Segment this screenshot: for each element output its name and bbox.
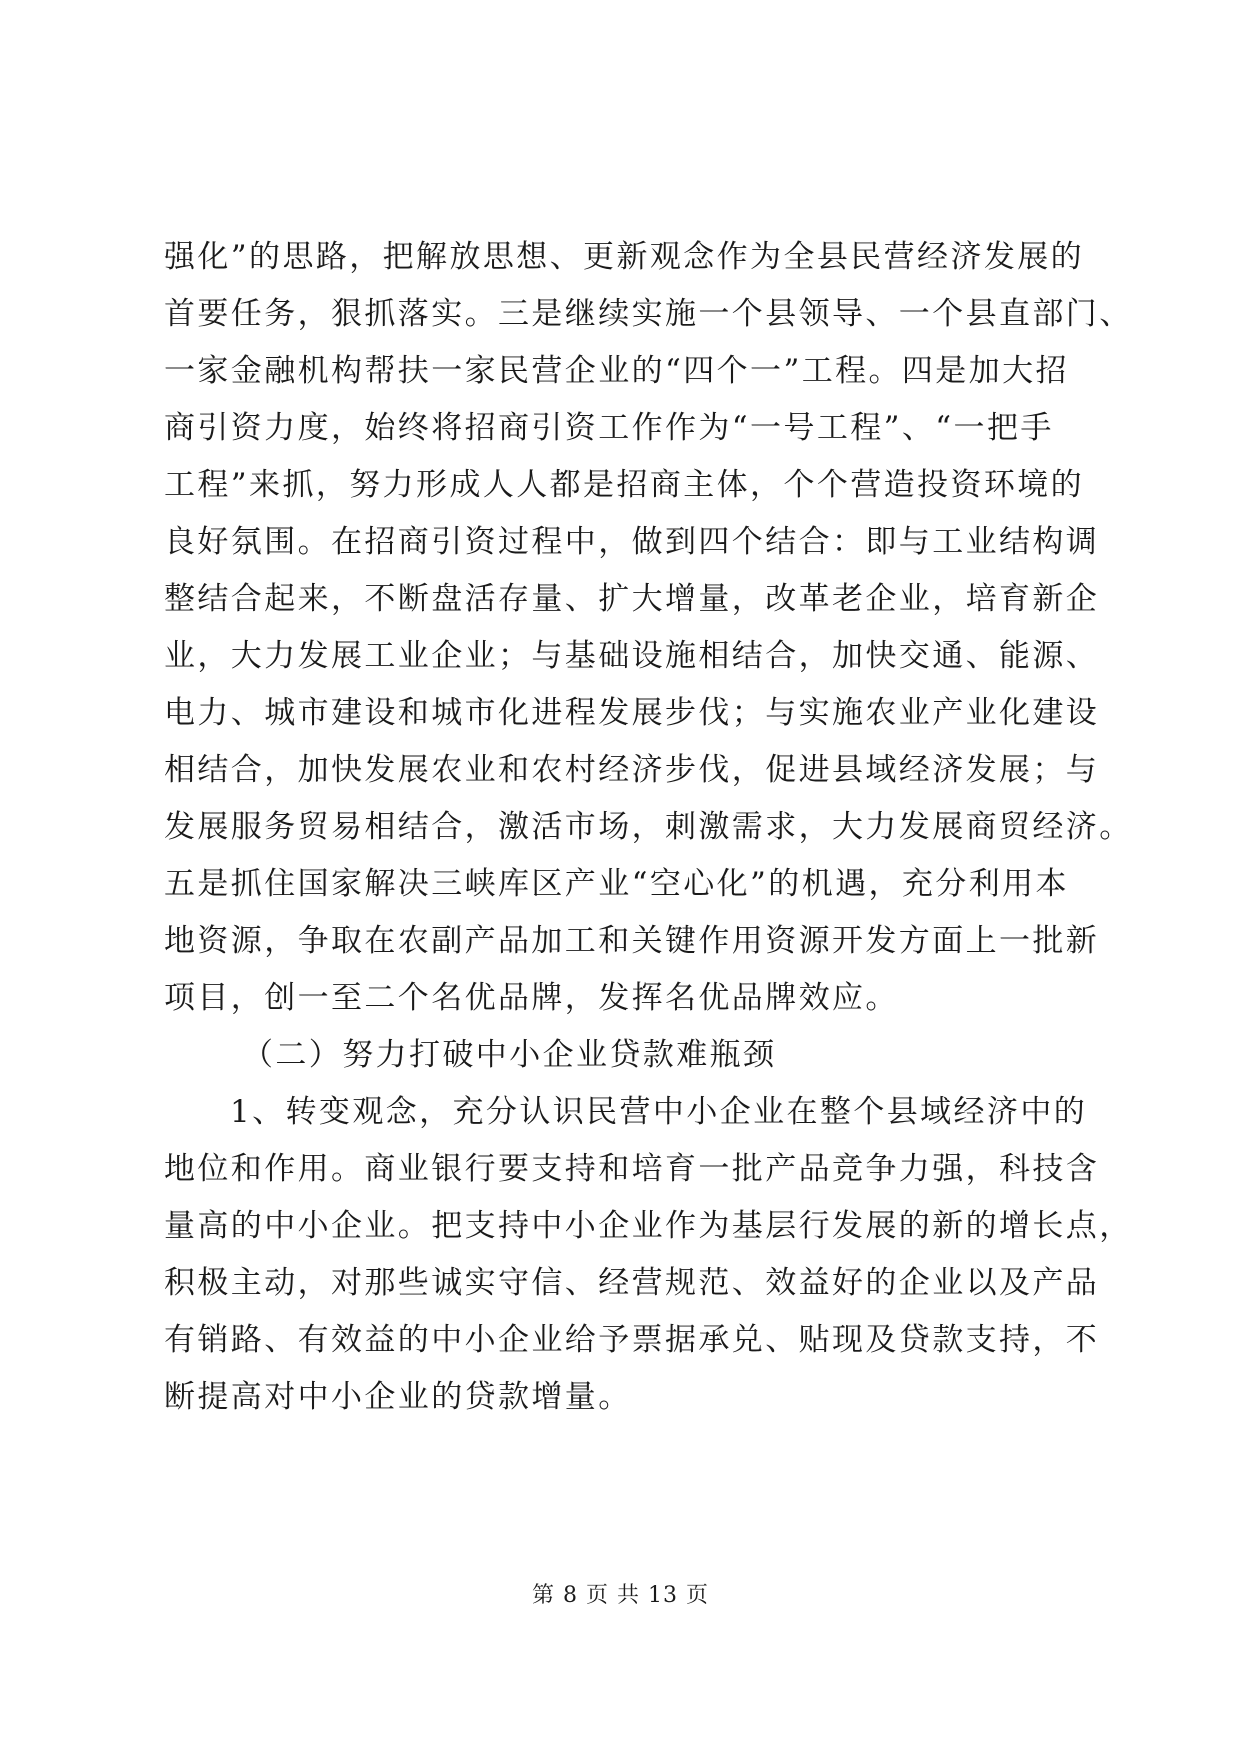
- body-line: 五是抓住国家解决三峡库区产业“空心化”的机遇，充分利用本: [164, 866, 1069, 902]
- section-heading: （二）努力打破中小企业贷款难瓶颈: [242, 1037, 777, 1073]
- body-line: 量高的中小企业。把支持中小企业作为基层行发展的新的增长点，: [164, 1208, 1133, 1244]
- body-line: 良好氛围。在招商引资过程中，做到四个结合：即与工业结构调: [164, 524, 1100, 560]
- body-line: 商引资力度，始终将招商引资工作作为“一号工程”、“一把手: [164, 410, 1054, 446]
- body-line: 整结合起来，不断盘活存量、扩大增量，改革老企业，培育新企: [164, 581, 1100, 617]
- body-line: 一家金融机构帮扶一家民营企业的“四个一”工程。四是加大招: [164, 353, 1069, 389]
- body-line: 地位和作用。商业银行要支持和培育一批产品竞争力强，科技含: [164, 1151, 1100, 1187]
- body-line: 电力、城市建设和城市化进程发展步伐；与实施农业产业化建设: [164, 695, 1100, 731]
- body-line: 首要任务，狠抓落实。三是继续实施一个县领导、一个县直部门、: [164, 296, 1133, 332]
- body-line: 地资源，争取在农副产品加工和关键作用资源开发方面上一批新: [164, 923, 1100, 959]
- body-line: 相结合，加快发展农业和农村经济步伐，促进县域经济发展；与: [164, 752, 1100, 788]
- body-line: 发展服务贸易相结合，激活市场，刺激需求，大力发展商贸经济。: [164, 809, 1133, 845]
- page-number-footer: 第 8 页 共 13 页: [532, 1583, 709, 1608]
- body-line: 积极主动，对那些诚实守信、经营规范、效益好的企业以及产品: [164, 1265, 1100, 1301]
- body-line: 1、转变观念，充分认识民营中小企业在整个县域经济中的: [230, 1094, 1088, 1130]
- body-line: 工程”来抓，努力形成人人都是招商主体，个个营造投资环境的: [164, 467, 1085, 503]
- body-line: 强化”的思路，把解放思想、更新观念作为全县民营经济发展的: [164, 239, 1085, 275]
- body-text: [164, 229, 1133, 1426]
- body-line: 有销路、有效益的中小企业给予票据承兑、贴现及贷款支持，不: [164, 1322, 1100, 1358]
- body-line: 断提高对中小企业的贷款增量。: [164, 1379, 632, 1415]
- body-line: 项目，创一至二个名优品牌，发挥名优品牌效应。: [164, 980, 899, 1016]
- body-line: 业，大力发展工业企业；与基础设施相结合，加快交通、能源、: [164, 638, 1100, 674]
